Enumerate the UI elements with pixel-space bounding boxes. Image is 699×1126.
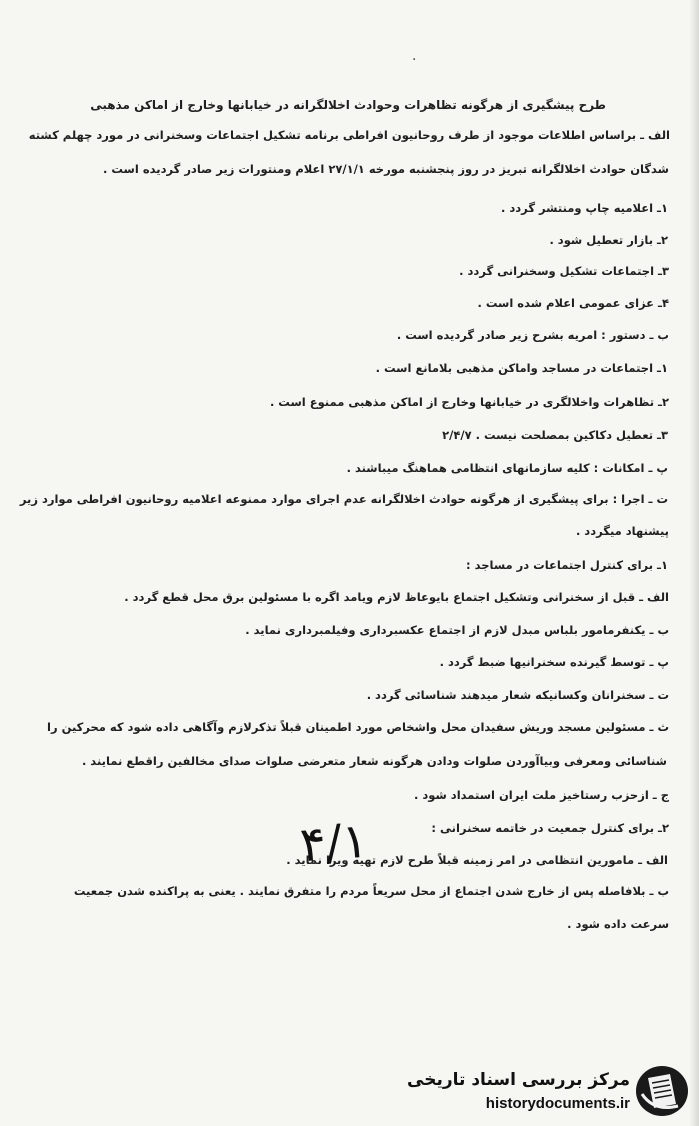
archive-url: historydocuments.ir — [485, 1095, 630, 1112]
document-line: پیشنهاد میگردد . — [575, 524, 669, 538]
document-line: الف ـ براساس اطلاعات موجود از طرف روحانیون افراطی برنامه تشکیل اجتماعات وسخنرانی در مورد چهلم کشته — [28, 128, 670, 142]
document-line: ۱ـ اعلامیه چاپ ومنتشر گردد . — [501, 201, 668, 215]
watermark-footer — [400, 1062, 692, 1122]
document-line: ۲ـ تظاهرات واخلالگری در خیابانها وخارج از اماکن مذهبی ممنوع است . — [269, 395, 669, 409]
document-line: ج ـ ازحزب رستاخیز ملت ایران استمداد شود . — [414, 788, 669, 802]
document-line: ث ـ مسئولین مسجد وریش سفیدان محل واشخاص مورد اطمینان قبلاً تذکرلازم وآگاهی داده شود که محرکین را — [47, 720, 669, 734]
document-line: ت ـ سخنرانان وکسانیکه شعار میدهند شناسائی گردد . — [366, 688, 669, 702]
archive-name: مرکز بررسی اسناد تاریخی — [407, 1070, 630, 1090]
handwritten-page-number: ۴/۱ — [298, 812, 370, 874]
document-line: ب ـ دستور : امریه بشرح زیر صادر گردیده است . — [396, 328, 669, 342]
document-seal-icon — [634, 1064, 690, 1118]
document-line: ب ـ یکنفرمامور بلباس مبدل لازم از اجتماع عکسبرداری وفیلمبرداری نماید . — [245, 623, 669, 637]
document-line: شدگان حوادث اخلالگرانه تبریز در روز پنجشنبه مورخه ۲۷/۱/۱ اعلام ومنتورات زیر صادر گردیده است . — [103, 162, 669, 176]
document-line: ۴ـ عزای عمومی اعلام شده است . — [477, 296, 669, 310]
page-edge-shadow — [689, 0, 699, 1126]
document-line: پ ـ توسط گیرنده سخنرانیها ضبط گردد . — [439, 655, 669, 669]
scan-speck: · — [412, 52, 417, 68]
document-line: ۱ـ برای کنترل اجتماعات در مساجد : — [465, 558, 668, 572]
document-title: طرح پیشگیری از هرگونه تظاهرات وحوادث اخلالگرانه در خیابانها وخارج از اماکن مذهبی — [90, 98, 606, 112]
document-line: الف ـ قبل از سخنرانی وتشکیل اجتماع بایوعاظ لازم ویامد اگره با مسئولین برق محل قطع گردد . — [124, 590, 669, 604]
document-line: پ ـ امکانات : کلیه سازمانهای انتظامی هماهنگ میباشند . — [346, 461, 668, 475]
document-line: ت ـ اجرا : برای پیشگیری از هرگونه حوادث اخلالگرانه عدم اجرای موارد ممنوعه اعلامیه روحانیون افراطی موارد زیر — [19, 492, 668, 506]
document-line: ب ـ بلافاصله پس از خارج شدن اجتماع از محل سریعاً مردم را متفرق نمایند . یعنی به پراکنده شدن جمعیت — [73, 884, 669, 898]
document-line: شناسائی ومعرفی وبیاآوردن صلوات ودادن هرگونه شعار متعرضی صلوات صدای مخالفین راقطع نمایند . — [81, 754, 667, 768]
document-line: ۳ـ تعطیل دکاکین بمصلحت نیست . ۲/۴/۷ — [442, 428, 668, 442]
document-line: الف ـ مامورین انتظامی در امر زمینه قبلاً طرح لازم تهیه ویرا نماید . — [286, 853, 668, 867]
document-line: ۲ـ برای کنترل جمعیت در خاتمه سخنرانی : — [431, 821, 669, 835]
document-line: ۱ـ اجتماعات در مساجد واماکن مذهبی بلامانع است . — [375, 361, 668, 375]
document-line: ۳ـ اجتماعات تشکیل وسخنرانی گردد . — [459, 264, 669, 278]
document-line: سرعت داده شود . — [567, 917, 669, 931]
document-line: ۲ـ بازار تعطیل شود . — [549, 233, 668, 247]
